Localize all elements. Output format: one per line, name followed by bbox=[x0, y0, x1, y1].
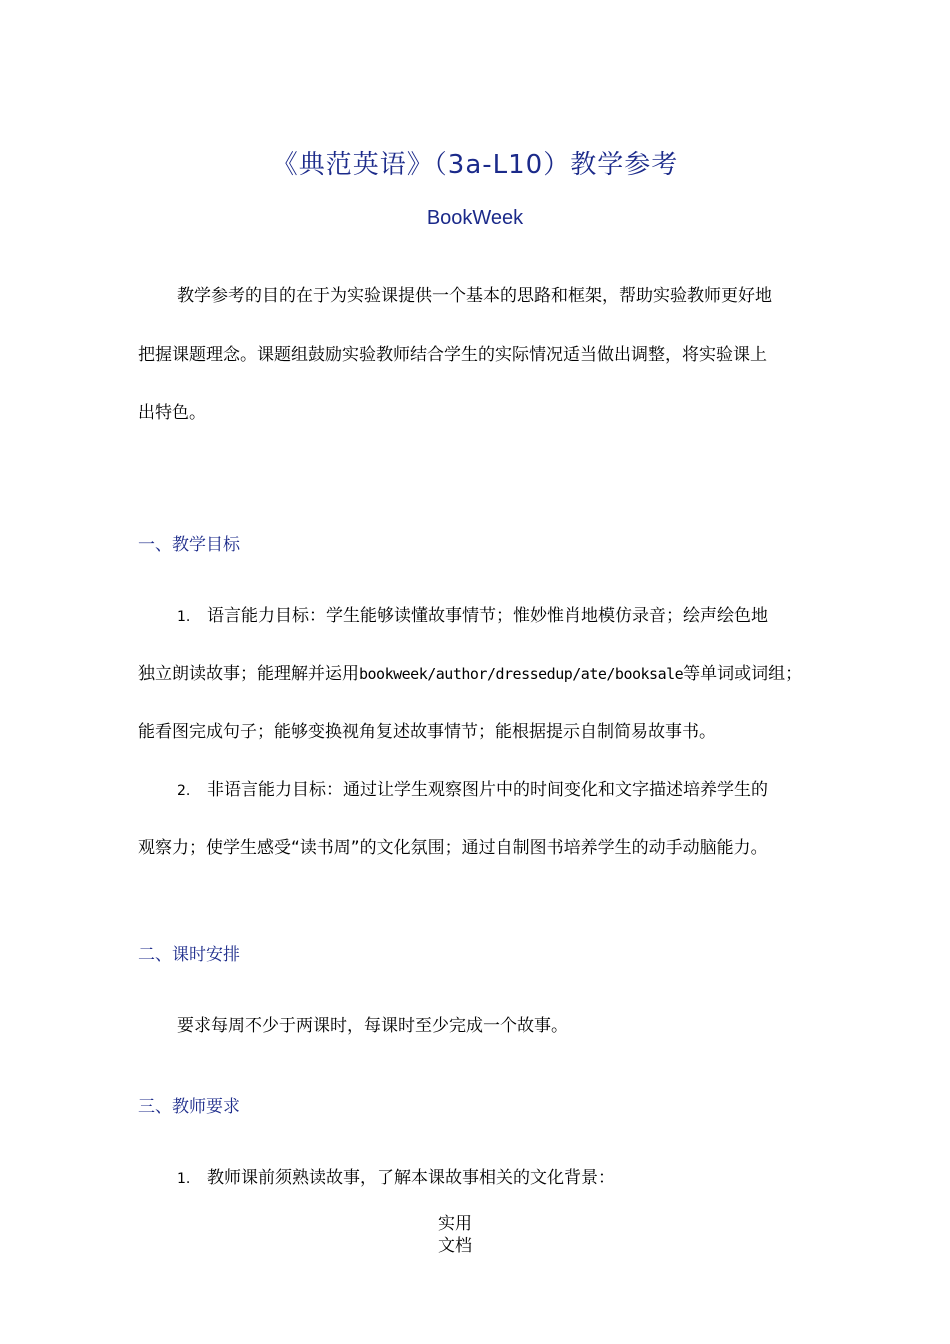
teacher-item-1-text: 教师课前须熟读故事，了解本课故事相关的文化背景： bbox=[207, 1168, 615, 1188]
goal-item-2-text: 非语言能力目标：通过让学生观察图片中的时间变化和文字描述培养学生的 bbox=[207, 780, 768, 800]
goal-item-1-text-post: 等单词或词组； bbox=[683, 664, 803, 684]
list-number: 1. bbox=[177, 1171, 191, 1187]
vocabulary-list: bookweek/author/dressedup/ate/booksale bbox=[359, 665, 684, 683]
teacher-item-1 bbox=[177, 1163, 615, 1188]
list-number: 2. bbox=[177, 783, 191, 799]
section-heading-schedule: 二、课时安排 bbox=[138, 945, 240, 965]
goal-item-2-line-1 bbox=[177, 775, 768, 800]
schedule-text: 要求每周不少于两课时，每课时至少完成一个故事。 bbox=[177, 1016, 568, 1036]
goal-item-1-line-2 bbox=[138, 659, 802, 684]
section-heading-goals: 一、教学目标 bbox=[138, 535, 240, 555]
intro-line-1: 教学参考的目的在于为实验课提供一个基本的思路和框架，帮助实验教师更好地 bbox=[177, 286, 772, 306]
footer-line-2: 文档 bbox=[438, 1236, 472, 1256]
goal-item-2-line-2: 观察力；使学生感受“读书周”的文化氛围；通过自制图书培养学生的动手动脑能力。 bbox=[138, 838, 768, 858]
goal-item-1-text: 语言能力目标：学生能够读懂故事情节；惟妙惟肖地模仿录音；绘声绘色地 bbox=[207, 606, 768, 626]
document-title: 《典范英语》（3a-L10）教学参考 bbox=[271, 150, 679, 180]
footer-watermark bbox=[0, 1213, 910, 1257]
goal-item-1-line-3: 能看图完成句子；能够变换视角复述故事情节；能根据提示自制简易故事书。 bbox=[138, 722, 716, 742]
goal-item-1-line-1 bbox=[177, 601, 768, 626]
intro-line-2: 把握课题理念。课题组鼓励实验教师结合学生的实际情况适当做出调整，将实验课上 bbox=[138, 345, 767, 365]
document-subtitle: BookWeek bbox=[426, 207, 524, 229]
goal-item-1-text-pre: 独立朗读故事；能理解并运用 bbox=[138, 664, 359, 684]
list-number: 1. bbox=[177, 609, 191, 625]
section-heading-teacher: 三、教师要求 bbox=[138, 1097, 240, 1117]
footer-line-1: 实用 bbox=[438, 1214, 472, 1234]
intro-line-3: 出特色。 bbox=[138, 403, 206, 423]
